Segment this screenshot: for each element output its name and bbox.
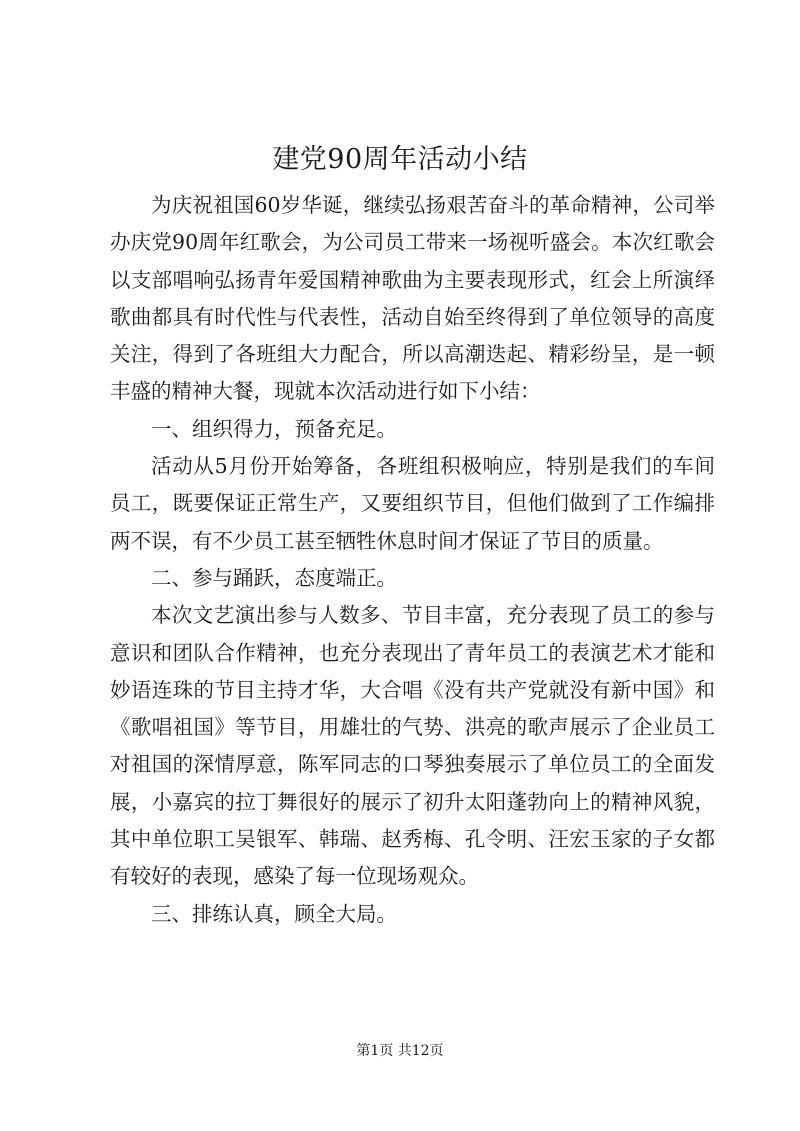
page-number-footer: 第1页 共12页: [356, 1043, 444, 1059]
document-title: 建党90周年活动小结: [272, 144, 528, 175]
section-heading-3: 三、排练认真，顾全大局。: [151, 901, 397, 926]
intro-paragraph: 为庆祝祖国60岁华诞，继续弘扬艰苦奋斗的革命精神，公司举办庆党90周年红歌会，为公司员工带来一场视听盛会。本次红歌会以支部唱响弘扬青年爱国精神歌曲为主要表现形式，红会上所演绎歌曲都具有时代性与代表性，活动自始至终得到了单位领导的高度关注，得到了各班组大力配合，所以高潮迭起、精彩纷呈，是一顿丰盛的精神大餐，现就本次活动进行如下小结：: [110, 193, 715, 404]
document-body: [110, 187, 715, 933]
section-paragraph-2: 本次文艺演出参与人数多、节目丰富，充分表现了员工的参与意识和团队合作精神，也充分表现出了青年员工的表演艺术才能和妙语连珠的节目主持才华，大合唱《没有共产党就没有新中国》和《歌唱祖国》等节目，用雄壮的气势、洪亮的歌声展示了企业员工对祖国的深情厚意，陈军同志的口琴独奏展示了单位员工的全面发展，小嘉宾的拉丁舞很好的展示了初升太阳蓬勃向上的精神风貌，其中单位职工吴银军、韩瑞、赵秀梅、孔令明、汪宏玉家的子女都有较好的表现，感染了每一位现场观众。: [110, 603, 715, 889]
section-paragraph-1: 活动从5月份开始筹备，各班组积极响应，特别是我们的车间员工，既要保证正常生产，又要组织节目，但他们做到了工作编排两不误，有不少员工甚至牺牲休息时间才保证了节目的质量。: [110, 454, 715, 553]
section-heading-2: 二、参与踊跃，态度端正。: [151, 565, 397, 590]
section-heading-1: 一、组织得力，预备充足。: [151, 416, 397, 441]
